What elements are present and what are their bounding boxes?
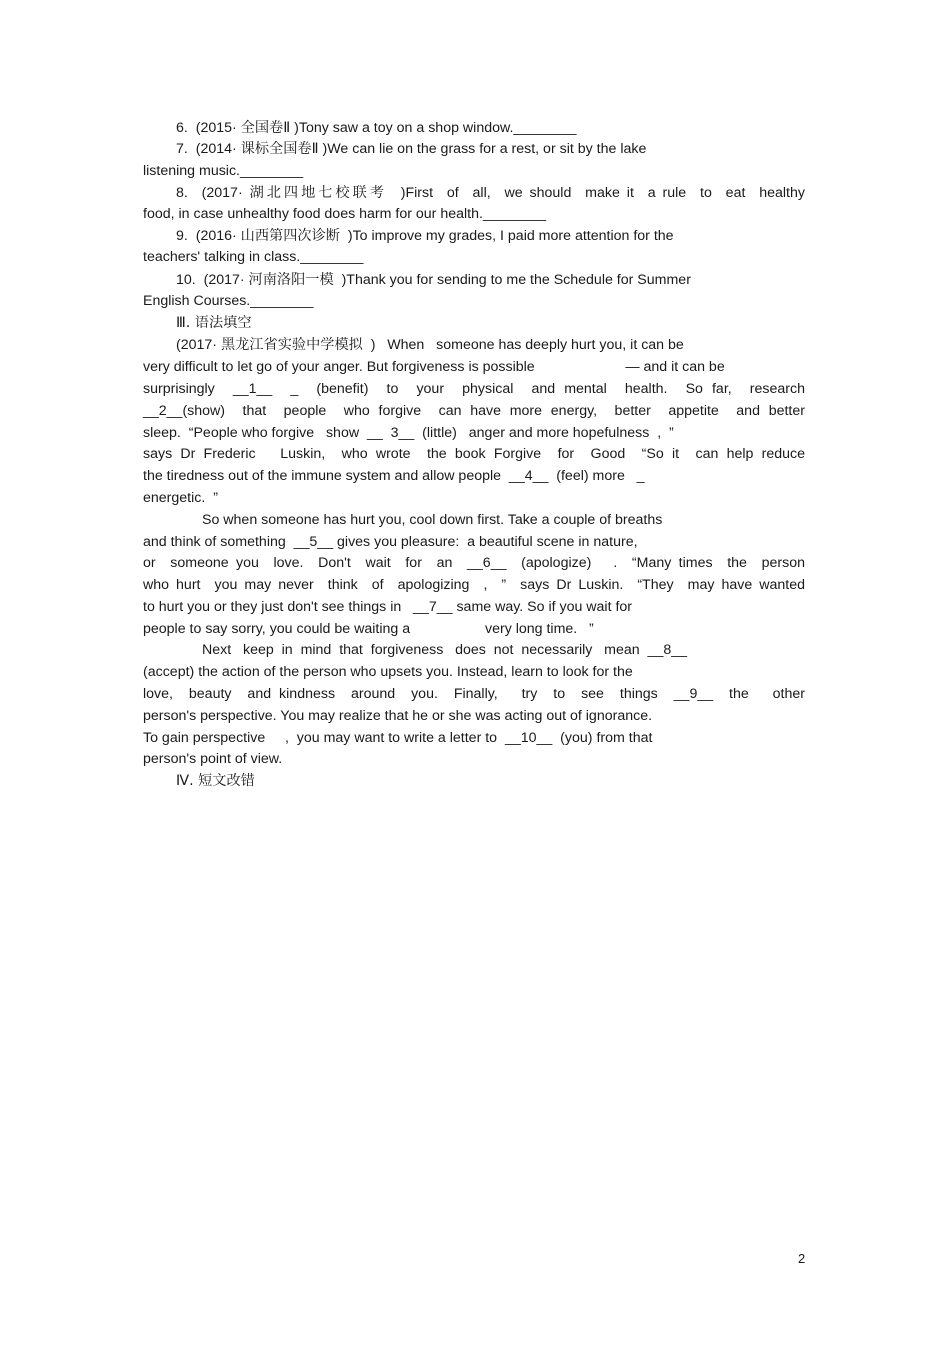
passage-line: love, beauty and kindness around you. Finally, try to see things __9__ the other bbox=[143, 686, 805, 702]
passage-line: people to say sorry, you could be waiting a very long time. ” bbox=[143, 621, 594, 637]
passage-line: says Dr Frederic Luskin, who wrote the book Forgive for Good “So it can help reduce bbox=[143, 446, 805, 462]
exercise-7-line-1: 7. (2014· 课标全国卷Ⅱ )We can lie on the grass for a rest, or sit by the lake bbox=[176, 141, 647, 157]
exercise-7-line-2: listening music.________ bbox=[143, 163, 304, 179]
passage-line: person's point of view. bbox=[143, 751, 283, 767]
passage-line: surprisingly __1__ _ (benefit) to your physical and mental health. So far, research bbox=[143, 381, 805, 397]
passage-line: person's perspective. You may realize that he or she was acting out of ignorance. bbox=[143, 708, 653, 724]
passage-line: to hurt you or they just don't see things in __7__ same way. So if you wait for bbox=[143, 599, 633, 615]
passage-line: the tiredness out of the immune system and allow people __4__ (feel) more _ bbox=[143, 468, 645, 484]
exercise-8-line-2: food, in case unhealthy food does harm for our health.________ bbox=[143, 206, 547, 222]
passage-line: who hurt you may never think of apologizing , ” says Dr Luskin. “They may have wanted bbox=[143, 577, 805, 593]
passage-line: sleep. “People who forgive show __ 3__ (little) anger and more hopefulness , ” bbox=[143, 425, 674, 441]
passage-line: (2017· 黑龙江省实验中学模拟 ) When someone has deeply hurt you, it can be bbox=[176, 337, 684, 353]
exercise-6: 6. (2015· 全国卷Ⅱ )Tony saw a toy on a shop window.________ bbox=[176, 120, 577, 136]
exercise-10-line-1: 10. (2017· 河南洛阳一模 )Thank you for sending to me the Schedule for Summer bbox=[176, 272, 691, 288]
exercise-9-line-1: 9. (2016· 山西第四次诊断 )To improve my grades, I paid more attention for the bbox=[176, 228, 674, 244]
passage-line: To gain perspective , you may want to write a letter to __10__ (you) from that bbox=[143, 730, 653, 746]
passage-line: or someone you love. Don't wait for an __6__ (apologize) . “Many times the person bbox=[143, 555, 805, 571]
passage-line: and think of something __5__ gives you pleasure: a beautiful scene in nature, bbox=[143, 534, 638, 550]
exercise-10-line-2: English Courses.________ bbox=[143, 293, 314, 309]
passage-line: very difficult to let go of your anger. But forgiveness is possible — and it can be bbox=[143, 359, 725, 375]
passage-line: energetic. ” bbox=[143, 490, 218, 506]
section-4-heading: Ⅳ. 短文改错 bbox=[176, 773, 255, 789]
section-3-heading: Ⅲ. 语法填空 bbox=[176, 315, 252, 331]
exercise-9-line-2: teachers' talking in class.________ bbox=[143, 249, 364, 265]
passage-line: So when someone has hurt you, cool down first. Take a couple of breaths bbox=[202, 512, 663, 528]
page-number: 2 bbox=[798, 1251, 806, 1266]
exercise-8-line-1: 8. (2017· 湖北四地七校联考 )First of all, we should make it a rule to eat healthy bbox=[176, 185, 805, 201]
passage-line: (accept) the action of the person who upsets you. Instead, learn to look for the bbox=[143, 664, 633, 680]
passage-line: __2__(show) that people who forgive can have more energy, better appetite and better bbox=[143, 403, 805, 419]
passage-line: Next keep in mind that forgiveness does not necessarily mean __8__ bbox=[202, 642, 688, 658]
